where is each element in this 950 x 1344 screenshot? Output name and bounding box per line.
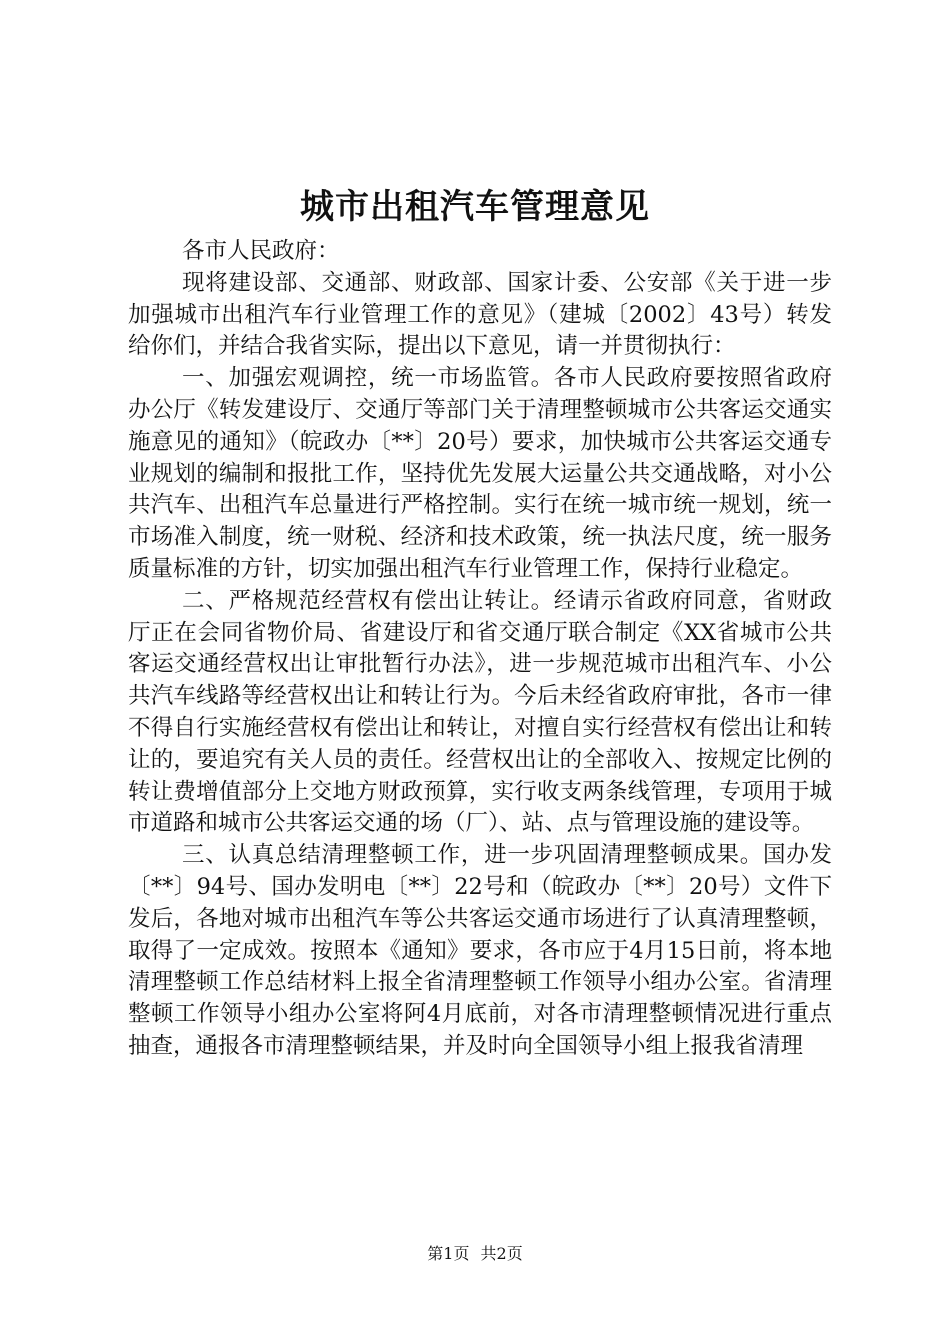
page-footer: [0, 1242, 950, 1266]
paragraph-section-3: 三、认真总结清理整顿工作，进一步巩固清理整顿成果。国办发〔**〕94号、国办发明电〔**〕22号和（皖政办〔**〕20号）文件下发后，各地对城市出租汽车等公共客运交通市场进行了认真清理整顿，取得了一定成效。按照本《通知》要求，各市应于4月15日前，将本地清理整顿工作总结材料上报全省清理整顿工作领导小组办公室。省清理整顿工作领导小组办公室将阿4月底前，对各市清理整顿情况进行重点抽查，通报各市清理整顿结果，并及时向全国领导小组上报我省清理: [128, 842, 832, 1059]
document-title: 城市出租汽车管理意见: [300, 187, 650, 227]
paragraph-section-1: 一、加强宏观调控，统一市场监管。各市人民政府要按照省政府办公厅《转发建设厅、交通厅等部门关于清理整顿城市公共客运交通实施意见的通知》（皖政办〔**〕20号）要求，加快城市公共客运交通专业规划的编制和报批工作，坚持优先发展大运量公共交通战略，对小公共汽车、出租汽车总量进行严格控制。实行在统一城市统一规划，统一市场准入制度，统一财税、经济和技术政策，统一执法尺度，统一服务质量标准的方针，切实加强出租汽车行业管理工作，保持行业稳定。: [128, 365, 832, 582]
document-body: [128, 236, 832, 1063]
page-total: 共2页: [480, 1244, 523, 1263]
page-number: 第1页: [427, 1244, 470, 1263]
salutation: 各市人民政府：: [182, 238, 340, 264]
paragraph-section-2: 二、严格规范经营权有偿出让转让。经请示省政府同意，省财政厅正在会同省物价局、省建设厅和省交通厅联合制定《XX省城市公共客运交通经营权出让审批暂行办法》，进一步规范城市出租汽车、小公共汽车线路等经营权出让和转让行为。今后未经省政府审批，各市一律不得自行实施经营权有偿出让和转让，对擅自实行经营权有偿出让和转让的，要追究有关人员的责任。经营权出让的全部收入、按规定比例的转让费增值部分上交地方财政预算，实行收支两条线管理，专项用于城市道路和城市公共客运交通的场（厂）、站、点与管理设施的建设等。: [128, 587, 832, 837]
paragraph-intro: 现将建设部、交通部、财政部、国家计委、公安部《关于进一步加强城市出租汽车行业管理工作的意见》（建城〔2002〕43号）转发给你们，并结合我省实际，提出以下意见，请一并贯彻执行：: [128, 269, 832, 360]
